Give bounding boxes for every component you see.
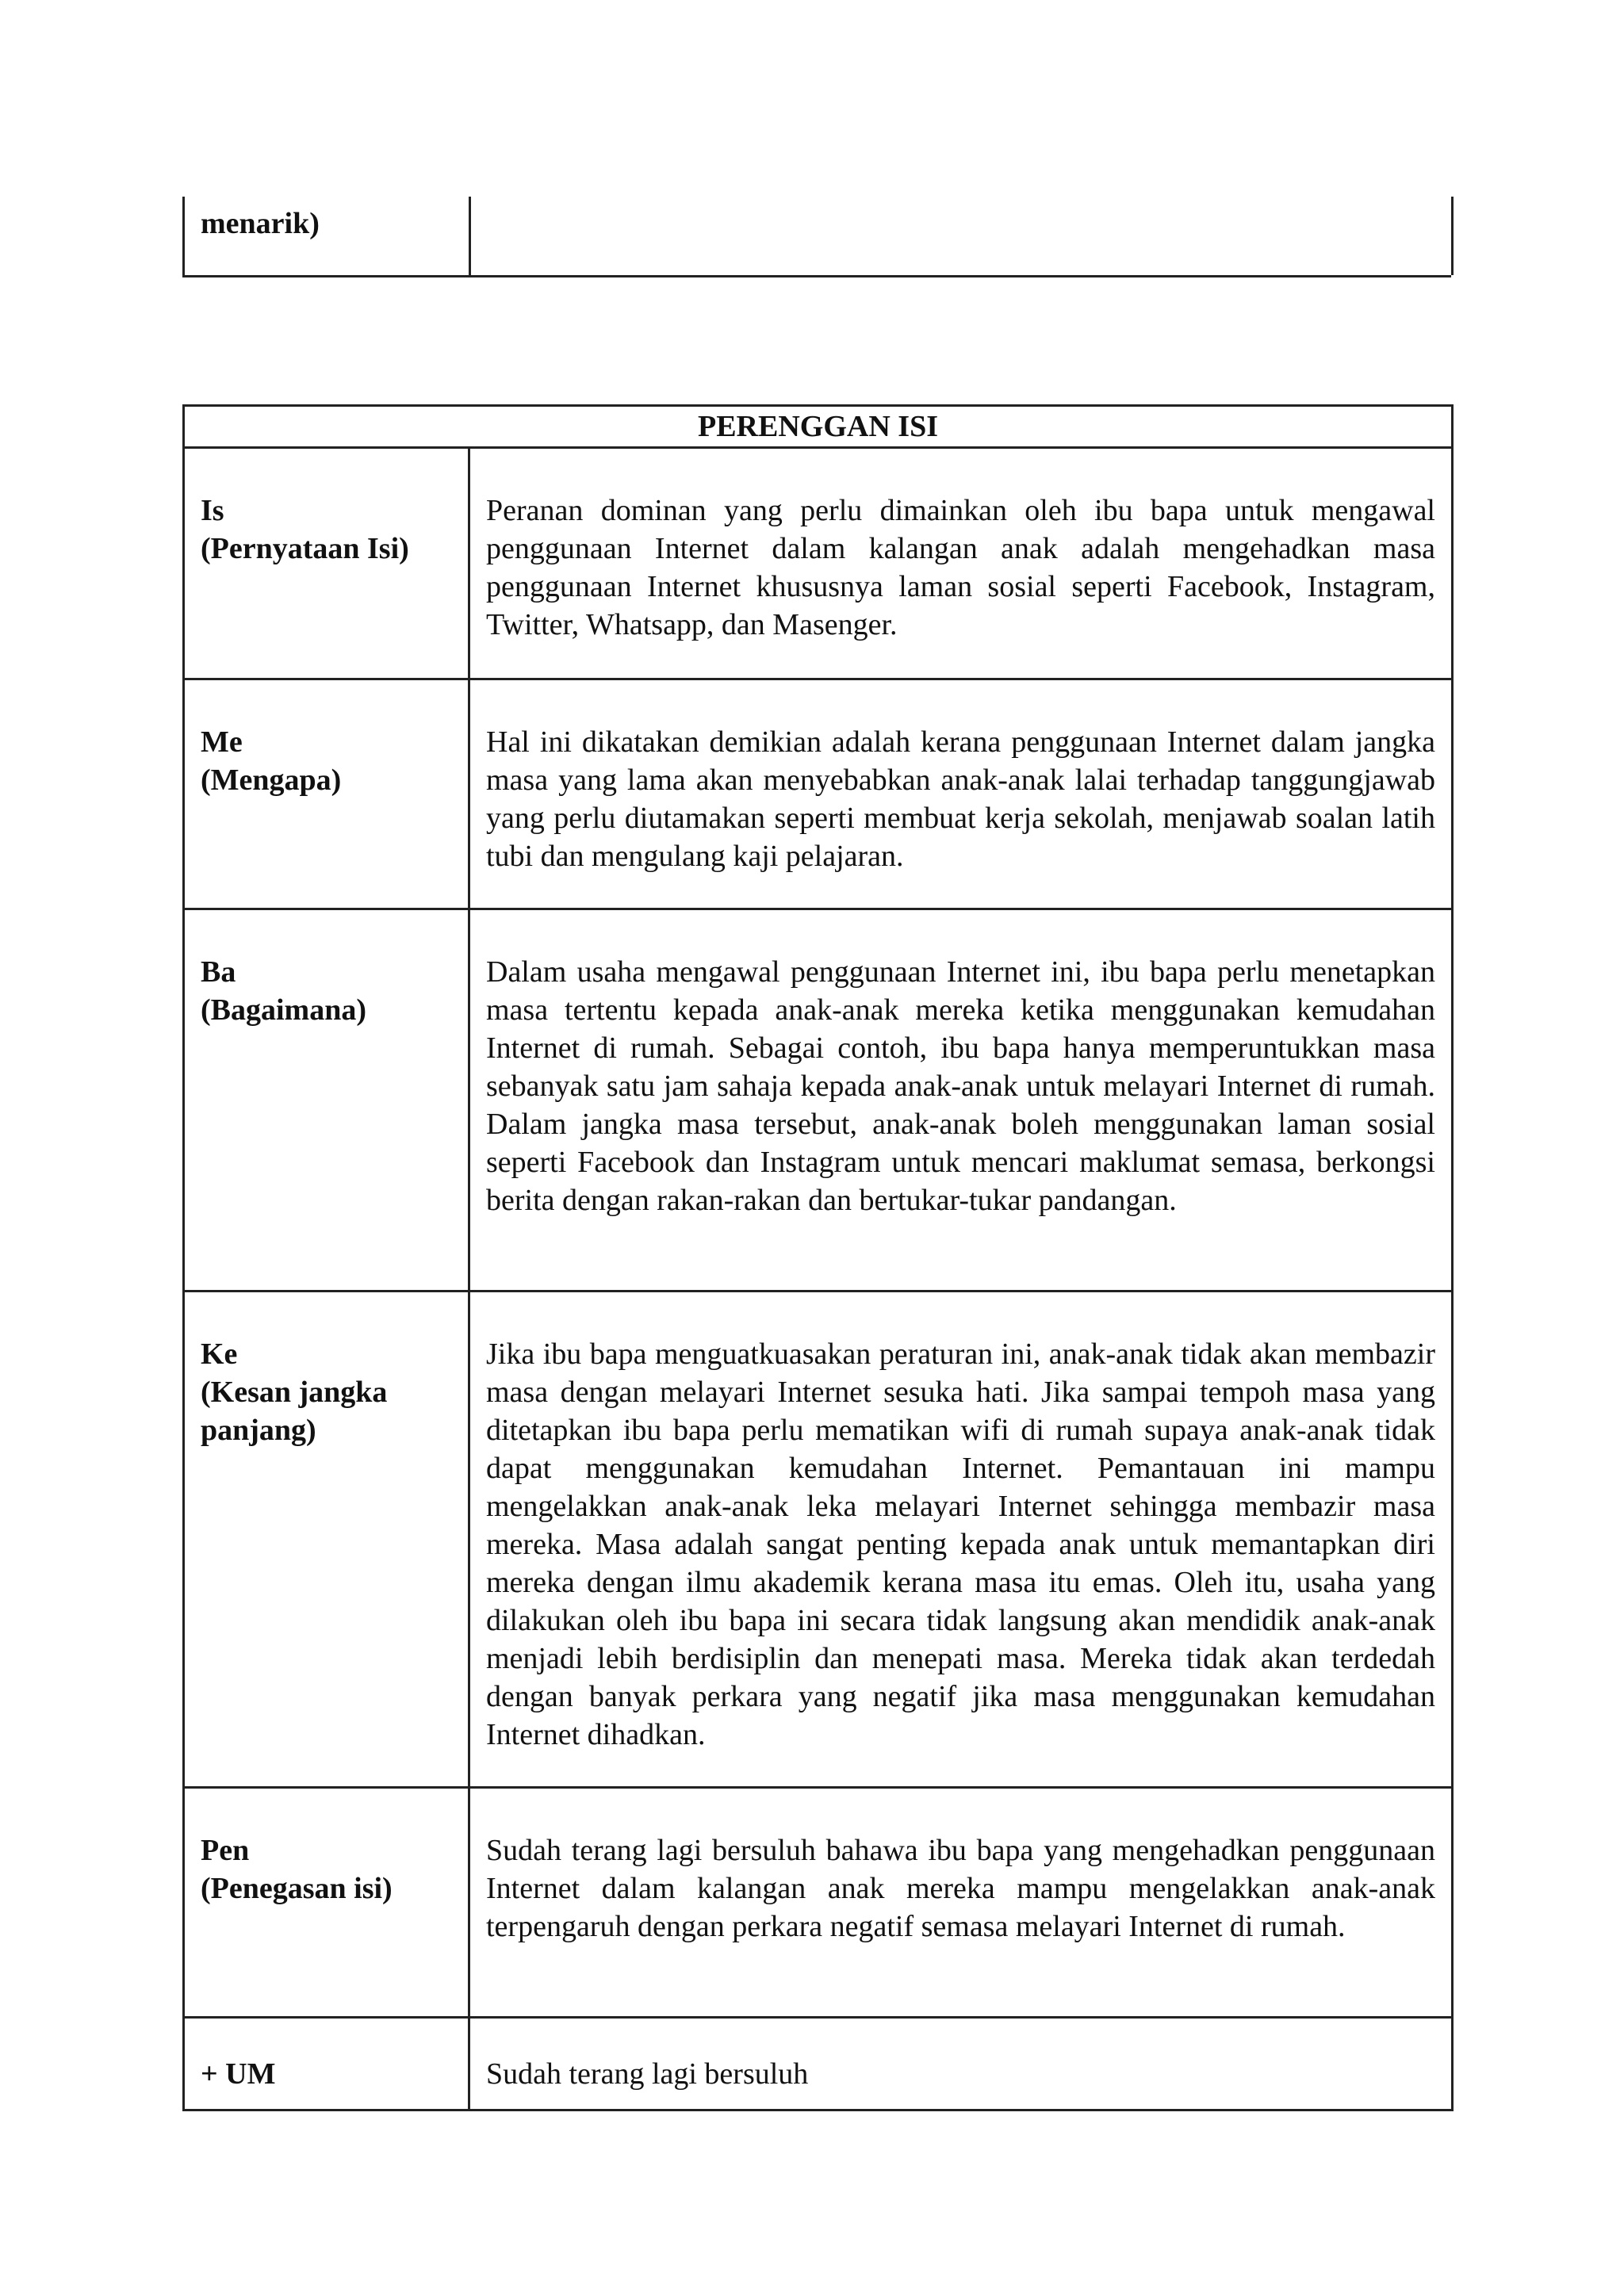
row-name: (Pernyataan Isi) bbox=[201, 532, 409, 565]
fragment-label: menarik) bbox=[201, 207, 320, 240]
perenggan-isi-table bbox=[182, 404, 1454, 2111]
row-code: Pen bbox=[201, 1834, 250, 1867]
table-row-me bbox=[184, 679, 1453, 909]
table-header: PERENGGAN ISI bbox=[184, 406, 1453, 448]
table-row-um bbox=[184, 2018, 1453, 2110]
row-text: Dalam usaha mengawal penggunaan Internet ini, ibu bapa perlu menetapkan masa tertentu kepada anak-anak mereka ketika menggunakan kemudahan Internet di rumah. Sebagai contoh, ibu bapa hanya memperuntukkan masa sebanyak satu jam sahaja kepada anak-anak untuk melayari Internet di rumah. Dalam jangka masa tersebut, anak-anak boleh menggunakan laman sosial seperti Facebook dan Instagram untuk mencari maklumat semasa, berkongsi berita dengan rakan-rakan dan bertukar-tukar pandangan. bbox=[469, 909, 1453, 1292]
row-label bbox=[184, 679, 469, 909]
row-name: (Bagaimana) bbox=[201, 993, 366, 1027]
row-name: (Penegasan isi) bbox=[201, 1872, 393, 1905]
row-code: + UM bbox=[201, 2057, 276, 2091]
table-row-ke bbox=[184, 1292, 1453, 1788]
previous-table-fragment bbox=[182, 197, 1451, 277]
row-text: Sudah terang lagi bersuluh bahawa ibu bapa yang mengehadkan penggunaan Internet dalam kalangan anak mereka mampu mengelakkan anak-anak terpengaruh dengan perkara negatif semasa melayari Internet di rumah. bbox=[469, 1788, 1453, 2018]
row-label bbox=[184, 909, 469, 1292]
row-code: Ba bbox=[201, 955, 236, 989]
table-row-ba bbox=[184, 909, 1453, 1292]
row-code: Ke bbox=[201, 1337, 238, 1371]
row-text: Sudah terang lagi bersuluh bbox=[469, 2018, 1453, 2110]
row-label bbox=[184, 1788, 469, 2018]
row-name: (Kesan jangka panjang) bbox=[201, 1376, 388, 1447]
table-row-is bbox=[184, 448, 1453, 679]
row-label bbox=[184, 2018, 469, 2110]
table-row-pen bbox=[184, 1788, 1453, 2018]
row-text: Peranan dominan yang perlu dimainkan oleh ibu bapa untuk mengawal penggunaan Internet dalam kalangan anak adalah mengehadkan masa penggunaan Internet khususnya laman sosial seperti Facebook, Instagram, Twitter, Whatsapp, dan Masenger. bbox=[469, 448, 1453, 679]
row-code: Me bbox=[201, 725, 243, 759]
row-label bbox=[184, 448, 469, 679]
row-text: Hal ini dikatakan demikian adalah kerana penggunaan Internet dalam jangka masa yang lama akan menyebabkan anak-anak lalai terhadap tanggungjawab yang perlu diutamakan seperti membuat kerja sekolah, menjawab soalan latih tubi dan mengulang kaji pelajaran. bbox=[469, 679, 1453, 909]
fragment-right-border bbox=[1451, 197, 1454, 275]
fragment-column-divider bbox=[469, 197, 471, 275]
row-name: (Mengapa) bbox=[201, 763, 342, 797]
row-code: Is bbox=[201, 494, 224, 527]
row-text: Jika ibu bapa menguatkuasakan peraturan ini, anak-anak tidak akan membazir masa dengan melayari Internet sesuka hati. Jika sampai tempoh masa yang ditetapkan ibu bapa perlu mematikan wifi di rumah supaya anak-anak tidak dapat menggunakan kemudahan Internet. Pemantauan ini mampu mengelakkan anak-anak leka melayari Internet sehingga membazir masa mereka. Masa adalah sangat penting kepada anak untuk memantapkan diri mereka dengan ilmu akademik kerana masa itu emas. Oleh itu, usaha yang dilakukan oleh ibu bapa ini secara tidak langsung akan mendidik anak-anak menjadi lebih berdisiplin dan menepati masa. Mereka tidak akan terdedah dengan banyak perkara yang negatif jika masa menggunakan kemudahan Internet dihadkan. bbox=[469, 1292, 1453, 1788]
row-label bbox=[184, 1292, 469, 1788]
